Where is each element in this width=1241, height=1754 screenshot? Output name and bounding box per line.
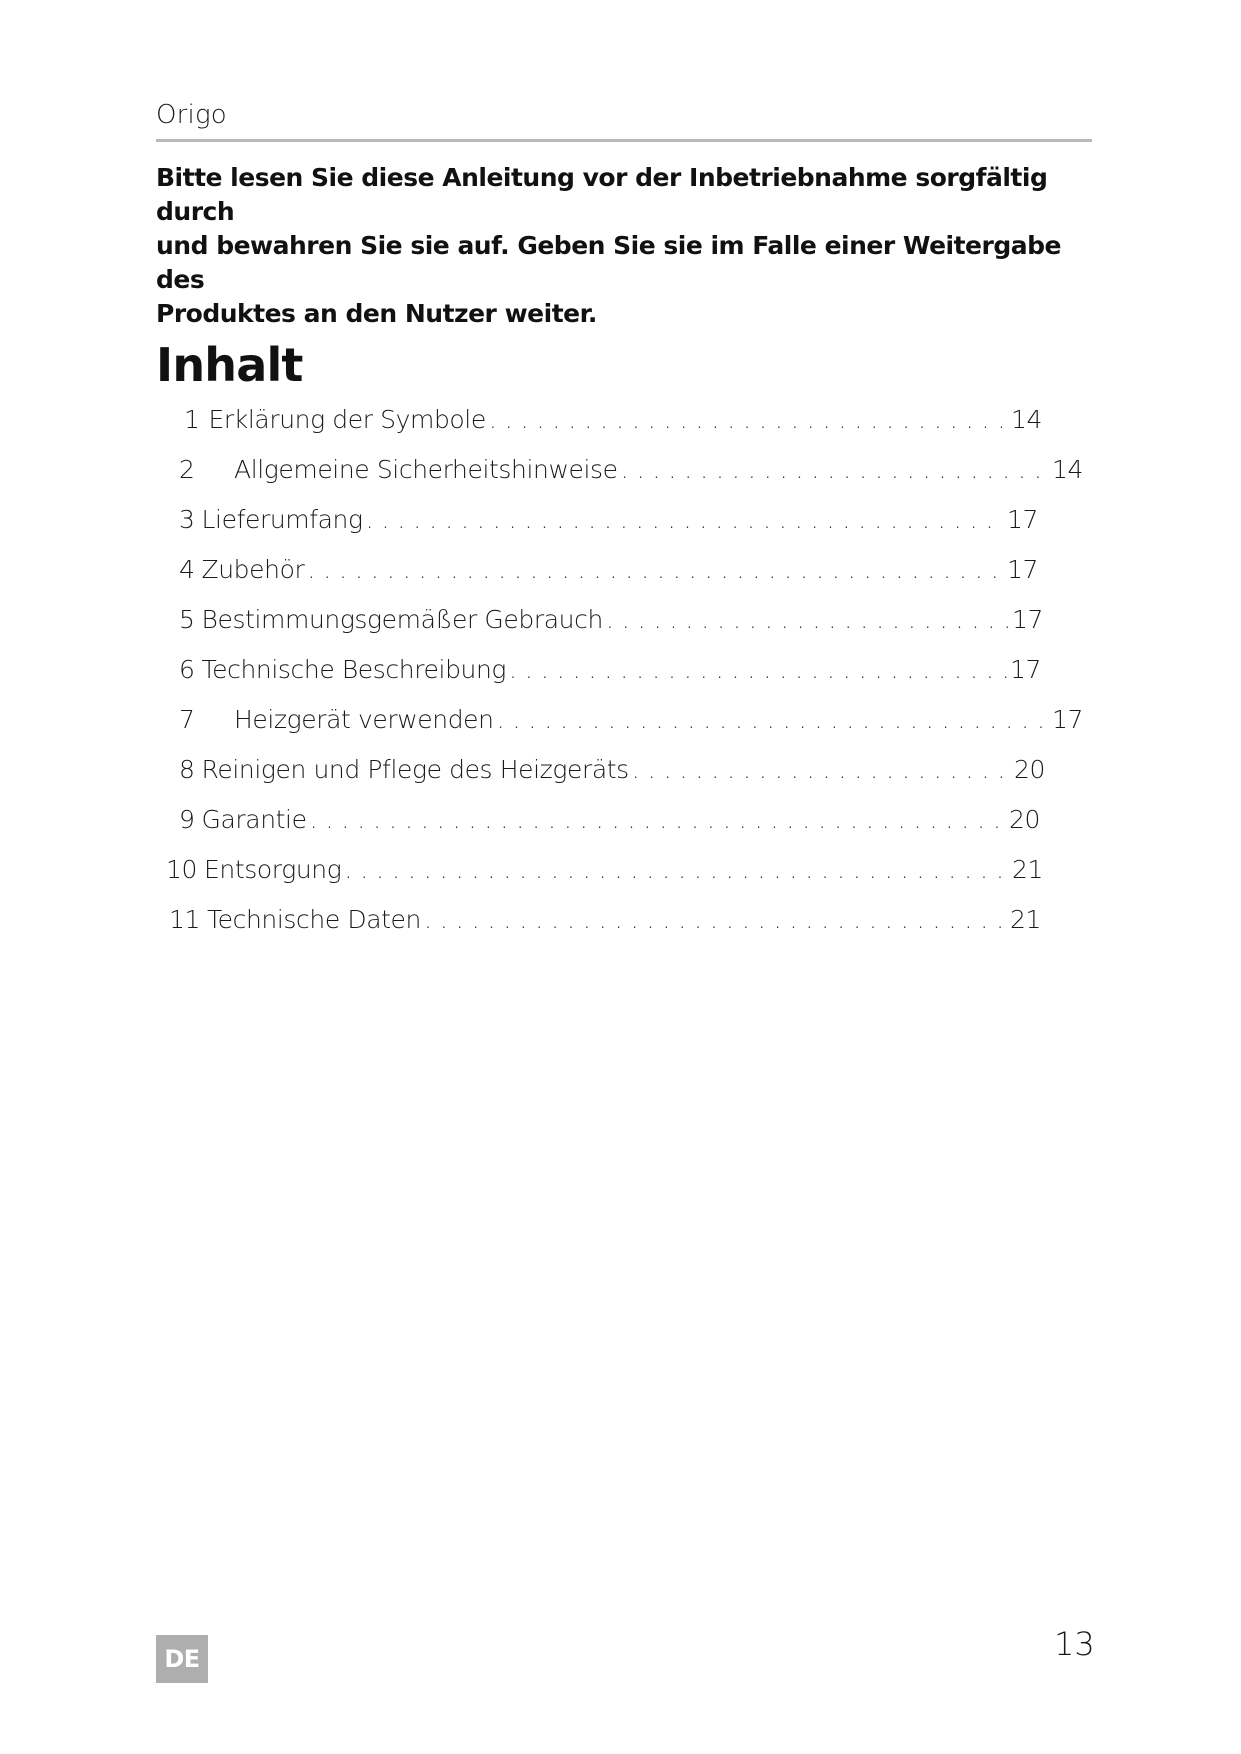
toc-entry-label: Zubehör bbox=[201, 555, 305, 584]
language-badge: DE bbox=[156, 1635, 208, 1683]
toc-entry-page: 20 bbox=[1013, 755, 1045, 784]
toc-entry-page: 21 bbox=[1011, 855, 1043, 884]
header-brand: Origo bbox=[156, 100, 227, 130]
toc-entry-number: 8 bbox=[179, 755, 195, 784]
toc-entry[interactable] bbox=[179, 705, 1083, 745]
toc-entry-number: 7 bbox=[179, 705, 195, 734]
toc-entry[interactable] bbox=[179, 805, 1040, 845]
toc-entry-page: 14 bbox=[1051, 455, 1083, 484]
toc-entry[interactable] bbox=[184, 405, 1042, 445]
toc-entry-label: Heizgerät verwenden bbox=[234, 705, 494, 734]
toc-entry-page: 21 bbox=[1009, 905, 1041, 934]
toc-dot-leader bbox=[489, 405, 1008, 434]
toc-entry-label: Allgemeine Sicherheitshinweise bbox=[234, 455, 618, 484]
toc-entry-page: 17 bbox=[1009, 655, 1041, 684]
toc-entry-number: 6 bbox=[179, 655, 195, 684]
toc-entry-page: 20 bbox=[1008, 805, 1040, 834]
toc-entry[interactable] bbox=[166, 855, 1043, 895]
toc-dot-leader bbox=[621, 455, 1049, 484]
toc-entry-label: Lieferumfang bbox=[201, 505, 363, 534]
toc-entry-label: Reinigen und Pflege des Heizgeräts bbox=[201, 755, 629, 784]
toc-entry[interactable] bbox=[179, 755, 1045, 795]
toc-entry-page: 17 bbox=[1011, 605, 1043, 634]
toc-entry[interactable] bbox=[179, 555, 1038, 595]
toc-entry-number: 3 bbox=[179, 505, 195, 534]
header-divider bbox=[156, 139, 1092, 142]
toc-title: Inhalt bbox=[156, 338, 303, 392]
toc-entry-label: Technische Beschreibung bbox=[201, 655, 507, 684]
toc-entry-label: Garantie bbox=[201, 805, 307, 834]
intro-line: Bitte lesen Sie diese Anleitung vor der Inbetriebnahme sorgfältig durch bbox=[156, 163, 1048, 226]
toc-entry[interactable] bbox=[179, 455, 1083, 495]
toc-entry-number: 5 bbox=[179, 605, 195, 634]
toc-entry-page: 17 bbox=[1051, 705, 1083, 734]
toc-entry-number: 11 bbox=[169, 905, 201, 934]
toc-dot-leader bbox=[366, 505, 1004, 534]
toc-dot-leader bbox=[632, 755, 1011, 784]
toc-dot-leader bbox=[307, 555, 1004, 584]
intro-line: und bewahren Sie sie auf. Geben Sie sie im Falle einer Weitergabe des bbox=[156, 231, 1061, 294]
toc-entry-label: Erklärung der Symbole bbox=[208, 405, 486, 434]
toc-entry-number: 10 bbox=[166, 855, 198, 884]
toc-dot-leader bbox=[497, 705, 1049, 734]
toc-entry-page: 17 bbox=[1006, 505, 1038, 534]
toc-entry[interactable] bbox=[179, 655, 1041, 695]
toc-entry[interactable] bbox=[169, 905, 1041, 945]
toc-dot-leader bbox=[424, 905, 1007, 934]
toc-dot-leader bbox=[606, 605, 1009, 634]
toc-entry[interactable] bbox=[179, 605, 1043, 645]
toc-entry-page: 14 bbox=[1010, 405, 1042, 434]
toc-dot-leader bbox=[344, 855, 1009, 884]
toc-entry-label: Bestimmungsgemäßer Gebrauch bbox=[201, 605, 603, 634]
toc-entry-number: 4 bbox=[179, 555, 195, 584]
toc-entry-label: Technische Daten bbox=[207, 905, 421, 934]
page-number: 13 bbox=[1054, 1625, 1095, 1663]
toc-entry-label: Entsorgung bbox=[204, 855, 342, 884]
toc-entry-number: 9 bbox=[179, 805, 195, 834]
toc-dot-leader bbox=[310, 805, 1006, 834]
toc-entry[interactable] bbox=[179, 505, 1038, 545]
toc-entry-number: 1 bbox=[184, 405, 200, 434]
toc-entry-number: 2 bbox=[179, 455, 195, 484]
toc-dot-leader bbox=[509, 655, 1007, 684]
toc-entry-page: 17 bbox=[1006, 555, 1038, 584]
intro-line: Produktes an den Nutzer weiter. bbox=[156, 299, 597, 328]
intro-notice bbox=[156, 161, 1106, 331]
